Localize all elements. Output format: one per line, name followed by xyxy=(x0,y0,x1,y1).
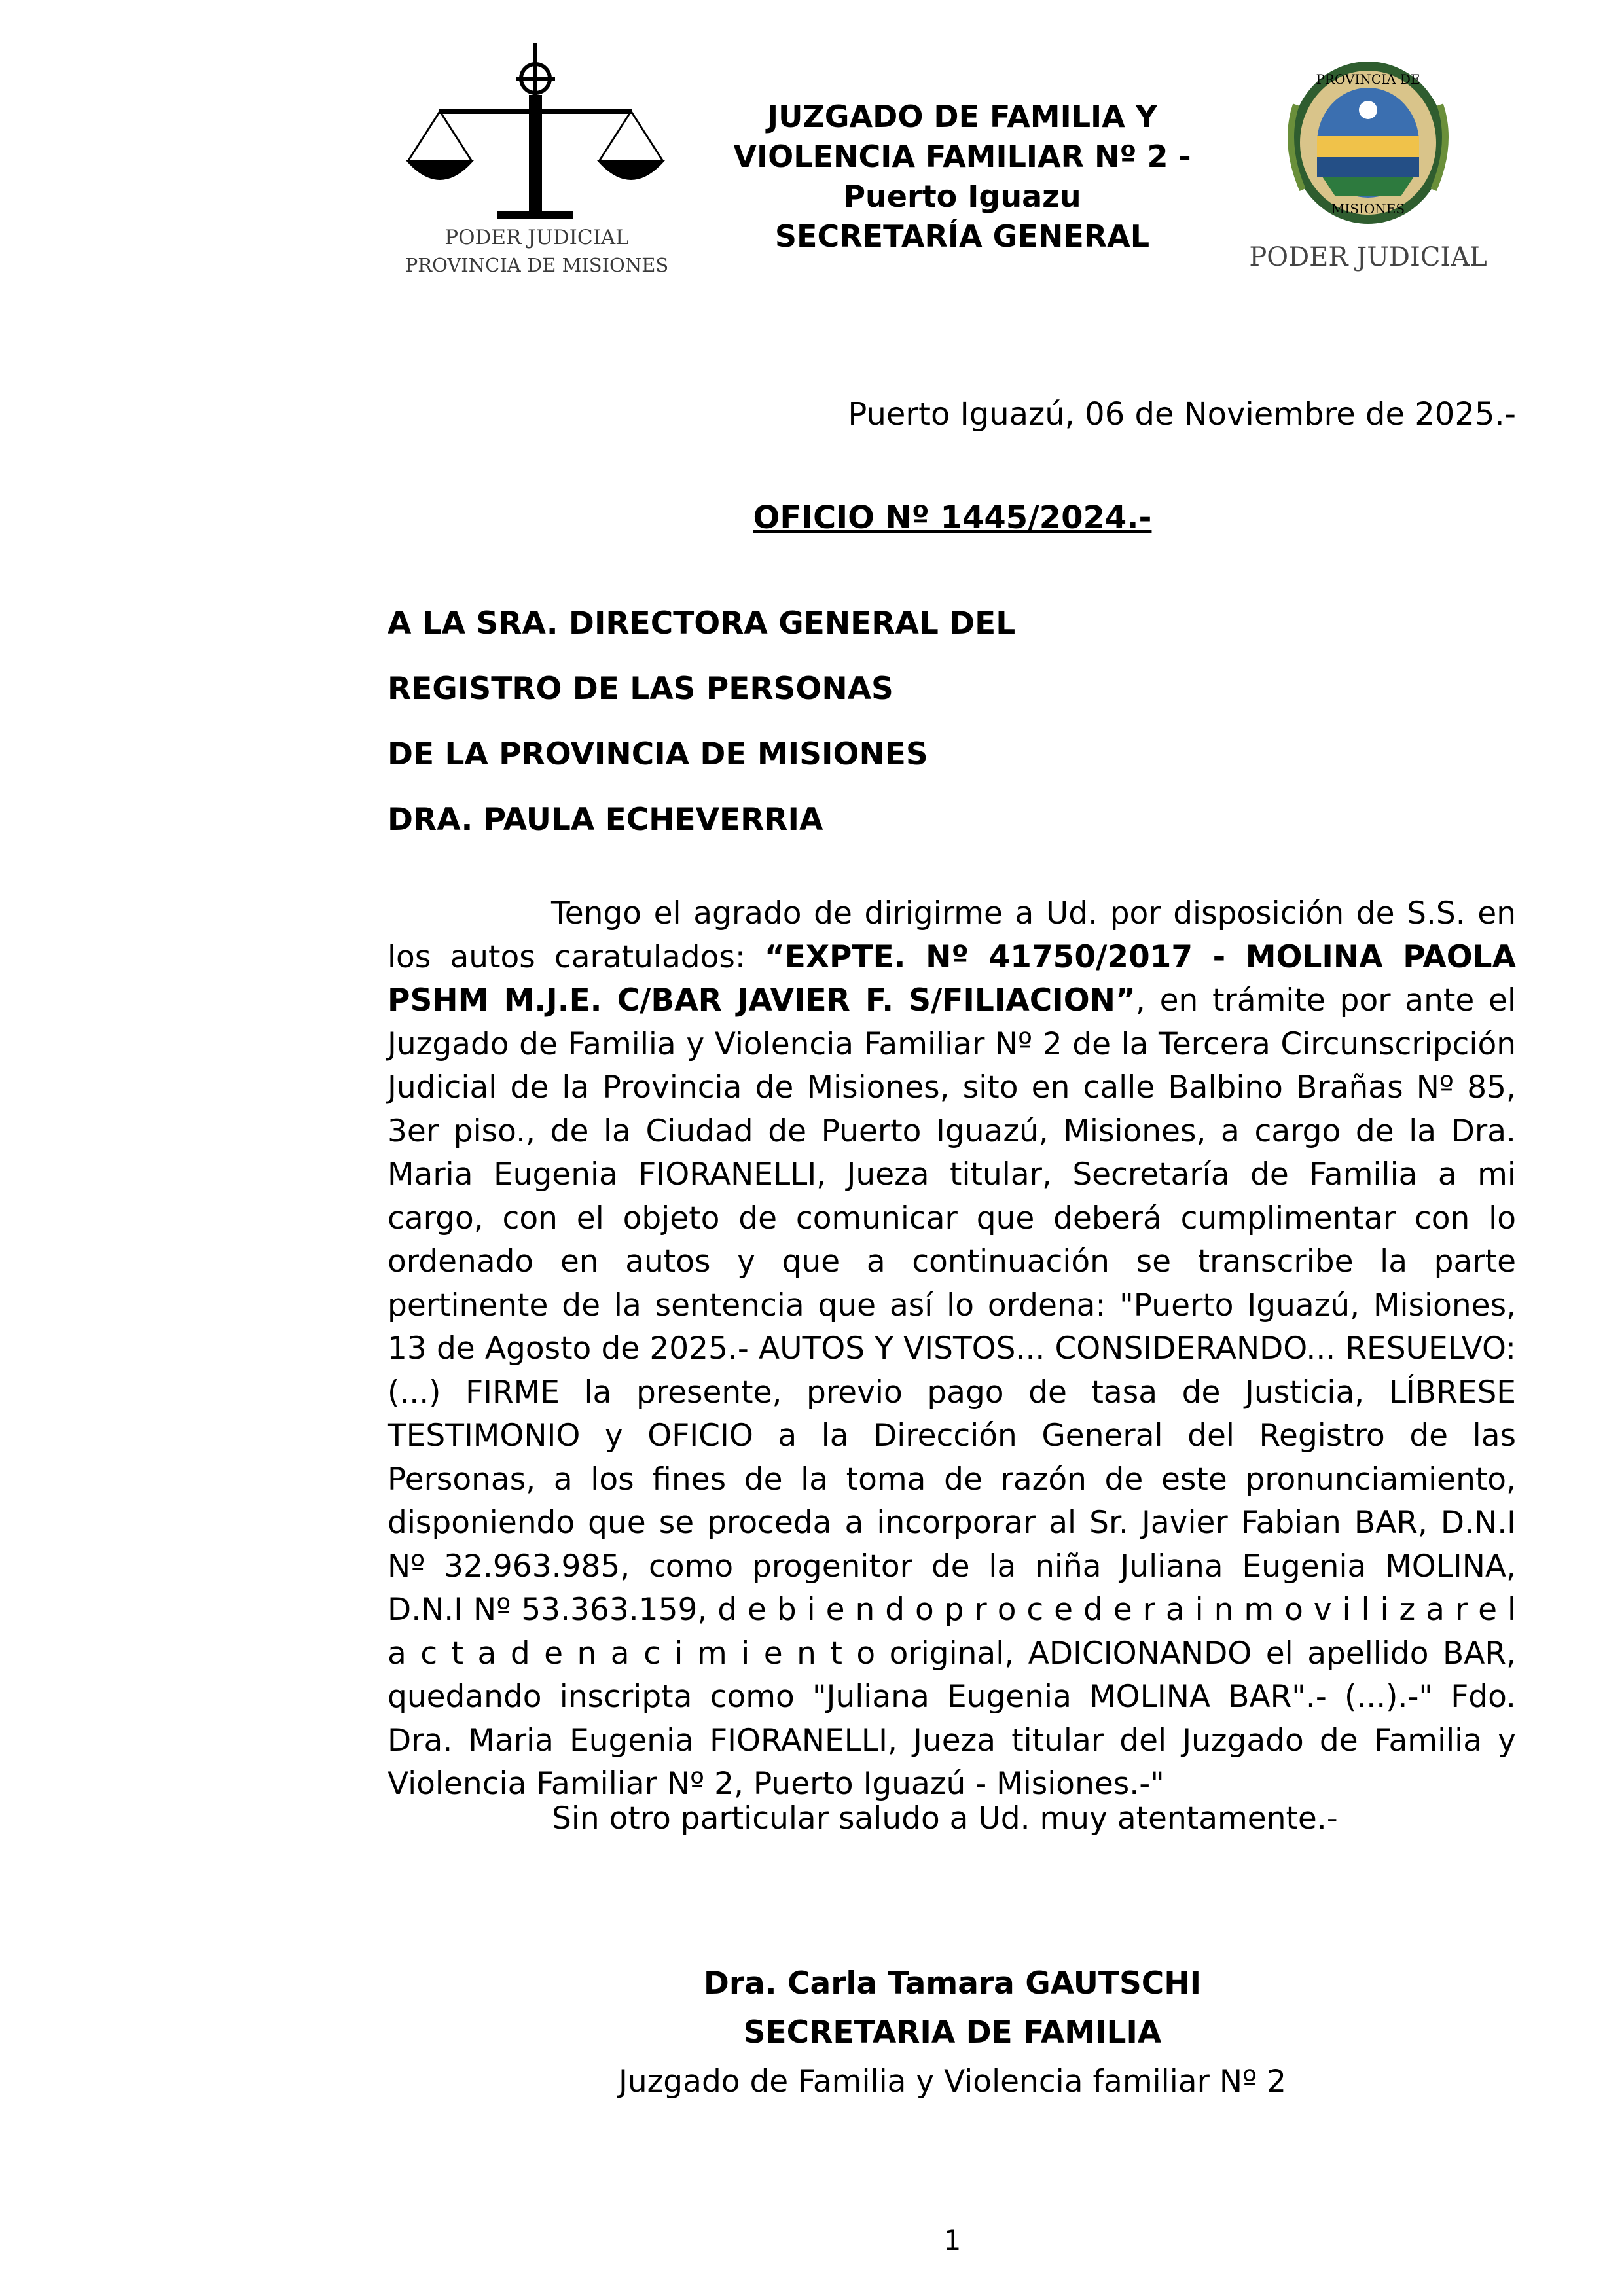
left-logo-caption-1: PODER JUDICIAL xyxy=(444,226,629,249)
addressee-line-3: DE LA PROVINCIA DE MISIONES xyxy=(388,736,928,772)
page-number: 1 xyxy=(943,2224,962,2256)
addressee-line-1: A LA SRA. DIRECTORA GENERAL DEL xyxy=(388,605,1016,641)
header-line-2: VIOLENCIA FAMILIAR Nº 2 - xyxy=(733,139,1191,174)
signatory-court: Juzgado de Familia y Violencia familiar Nº 2 xyxy=(618,2064,1286,2100)
seal-text-bottom: MISIONES xyxy=(1331,201,1405,217)
addressee-line-2: REGISTRO DE LAS PERSONAS xyxy=(388,671,893,707)
closing-salutation: Sin otro particular saludo a Ud. muy atentamente.- xyxy=(552,1801,1338,1837)
body-text-part-2: , en trámite por ante el Juzgado de Familia y Violencia Familiar Nº 2 de la Tercera Circunscripción Judicial de la Provincia de Misiones, sito en calle Balbino Brañas Nº 85, 3er piso., de la Ciudad de Puerto Iguazú, Misiones, a cargo de la Dra. Maria Eugenia FIORANELLI, Jueza titular, Secretaría de Familia a mi cargo, con el objeto de comunicar que deberá cumplimentar con lo ordenado en autos y que a continuación se transcribe la parte pertinente de la sentencia que así lo ordena: "Puerto Iguazú, Misiones, 13 de Agosto de 2025.- AUTOS Y VISTOS... CONSIDERANDO... RESUELVO: (...) FIRME la presente, previo pago de tasa de Justicia, LÍBRESE TESTIMONIO y OFICIO a la Dirección General del Registro de las Personas, a los fines de la toma de razón de este pronunciamiento, disponiendo que se proceda a incorporar al Sr. Javier Fabian BAR, D.N.I Nº 32.963.985, como progenitor de la niña Juliana Eugenia MOLINA, D.N.I Nº 53.363.159, d e b i e n d o p r o c e d e r a i n m o v i l i z a r e l a c t a d e n a c i m i e n t o original, ADICIONANDO el apellido BAR, quedando inscripta como "Juliana Eugenia MOLINA BAR".- (...).-" Fdo. Dra. Maria Eugenia FIORANELLI, Jueza titular del Juzgado de Familia y Violencia Familiar Nº 2, Puerto Iguazú - Misiones.-" xyxy=(388,982,1516,1802)
provincial-seal-icon xyxy=(1244,59,1492,229)
oficio-number: OFICIO Nº 1445/2024.- xyxy=(753,499,1152,536)
header-line-3: Puerto Iguazu xyxy=(843,179,1081,214)
header-line-4: SECRETARÍA GENERAL xyxy=(774,219,1150,254)
left-logo-caption-2: PROVINCIA DE MISIONES xyxy=(405,254,669,276)
right-logo-caption: PODER JUDICIAL xyxy=(1249,242,1487,272)
signatory-role: SECRETARIA DE FAMILIA xyxy=(743,2015,1162,2051)
addressee-line-4: DRA. PAULA ECHEVERRIA xyxy=(388,802,823,838)
body-paragraph xyxy=(388,892,1516,1806)
signatory-name: Dra. Carla Tamara GAUTSCHI xyxy=(703,1965,1202,2001)
court-header xyxy=(694,97,1231,257)
seal-text-top: PROVINCIA DE xyxy=(1316,71,1420,87)
header-line-1: JUZGADO DE FAMILIA Y xyxy=(767,99,1158,134)
misiones-seal-logo xyxy=(1244,59,1492,281)
case-title: “EXPTE. Nº 41750/2017 - MOLINA PAOLA PSHM M.J.E. C/BAR JAVIER F. S/FILIACION” xyxy=(388,939,1516,1018)
scales-of-justice-icon xyxy=(399,39,674,236)
poder-judicial-scales-logo xyxy=(399,39,674,288)
body-text-part-1: Tengo el agrado de dirigirme a Ud. por disposición de S.S. en los autos caratulados: xyxy=(388,895,1516,975)
document-date: Puerto Iguazú, 06 de Noviembre de 2025.- xyxy=(848,396,1516,433)
